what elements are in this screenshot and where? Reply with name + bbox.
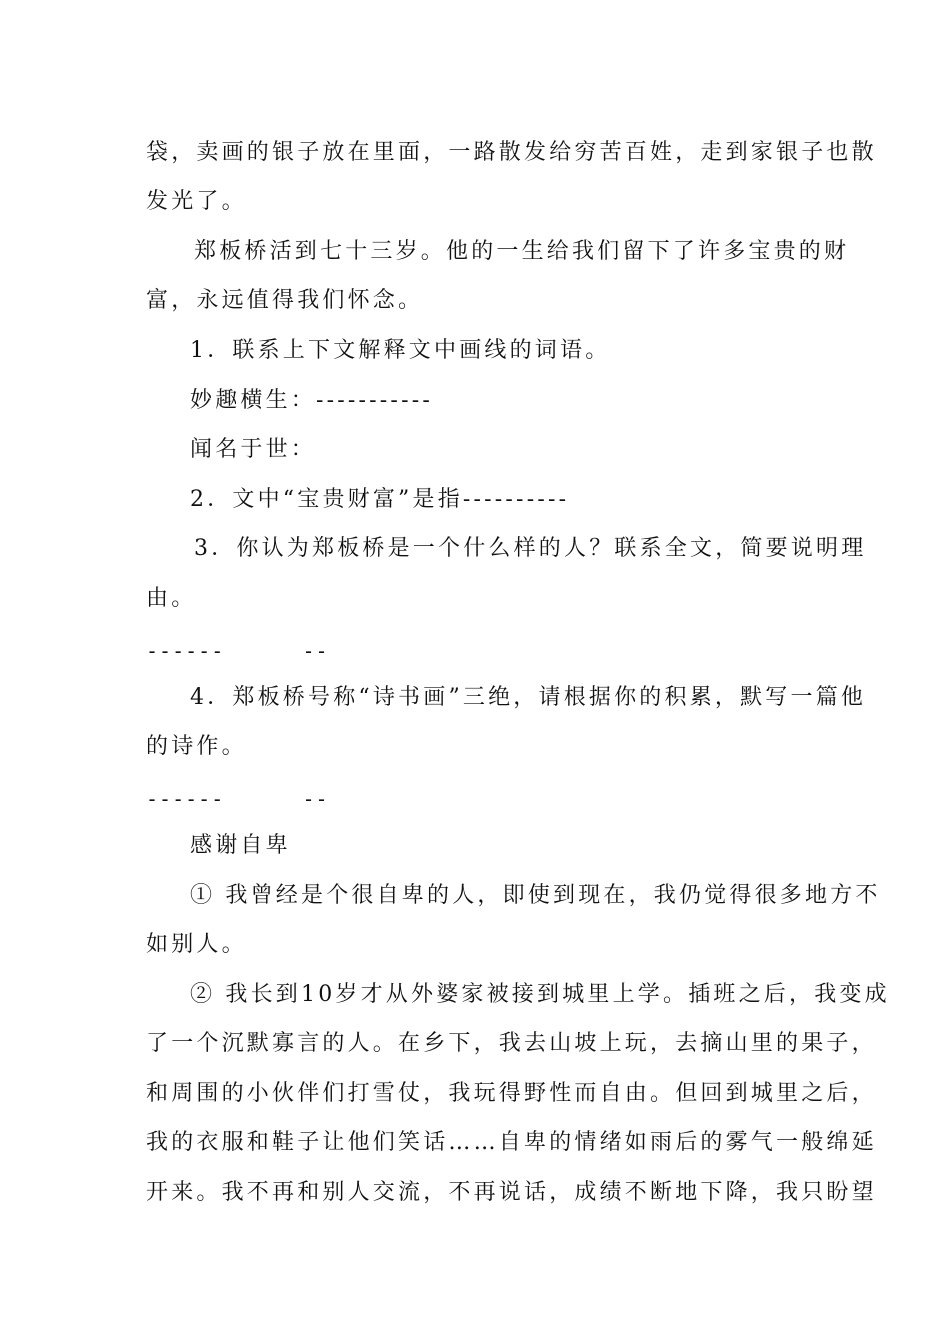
paragraph-line: 了一个沉默寡言的人。在乡下，我去山坡上玩，去摘山里的果子， (146, 1031, 877, 1056)
answer-blank: ------ -- (146, 787, 329, 811)
paragraph-line: 富，永远值得我们怀念。 (146, 288, 424, 313)
article-title: 感谢自卑 (190, 833, 291, 858)
question-3: 3．你认为郑板桥是一个什么样的人？联系全文，简要说明理 (194, 536, 867, 561)
paragraph-line: 的诗作。 (146, 734, 247, 759)
paragraph-line: 我的衣服和鞋子让他们笑话……自卑的情绪如雨后的雾气一般绵延 (146, 1130, 877, 1155)
paragraph-line: 发光了。 (146, 189, 247, 214)
paragraph-line: 由。 (146, 586, 197, 611)
paragraph-line: 如别人。 (146, 932, 247, 957)
paragraph-line: ② 我长到10岁才从外婆家被接到城里上学。插班之后，我变成 (190, 982, 890, 1007)
paragraph-line: 袋，卖画的银子放在里面，一路散发给穷苦百姓，走到家银子也散 (146, 140, 877, 165)
question-1: 1．联系上下文解释文中画线的词语。 (190, 338, 611, 363)
question-2: 2．文中“宝贵财富”是指---------- (190, 487, 570, 512)
question-4: 4．郑板桥号称“诗书画”三绝，请根据你的积累，默写一篇他 (190, 685, 867, 710)
paragraph-line: 和周围的小伙伴们打雪仗，我玩得野性而自由。但回到城里之后， (146, 1081, 877, 1106)
paragraph-line: 郑板桥活到七十三岁。他的一生给我们留下了许多宝贵的财 (194, 239, 850, 264)
answer-line-wenming: 闻名于世： (190, 437, 317, 462)
answer-blank: ------ -- (146, 639, 329, 663)
paragraph-line: 开来。我不再和别人交流，不再说话，成绩不断地下降，我只盼望 (146, 1180, 877, 1205)
paragraph-line: ① 我曾经是个很自卑的人，即使到现在，我仍觉得很多地方不 (190, 883, 881, 908)
answer-line-miaoqu: 妙趣横生：----------- (190, 388, 433, 413)
